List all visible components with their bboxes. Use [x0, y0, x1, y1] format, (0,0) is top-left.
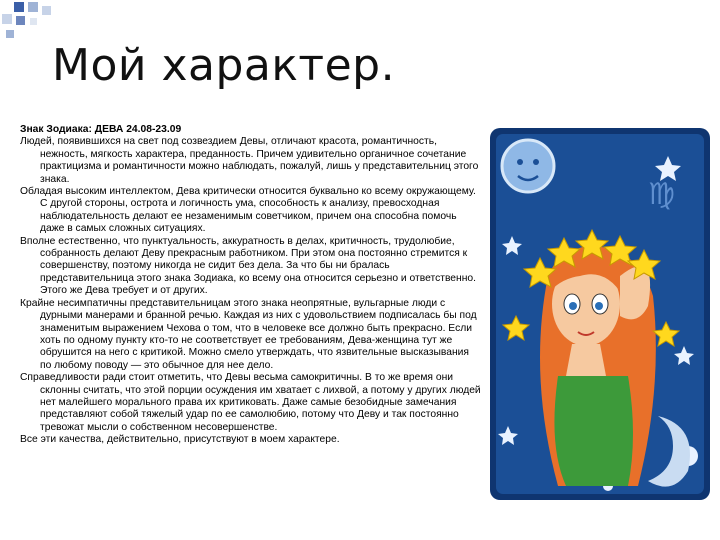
virgo-zodiac-girl-icon: [488, 126, 712, 502]
sun-face-icon: [502, 140, 554, 192]
paragraph: Людей, появившихся на свет под созвездием Девы, отличают красота, романтичность, нежность, мягкость характера, преданность. Причем удивительно органичное сочетание практицизма и романтичности можно наблюдать, пожалуй, лишь у представительниц этого знака.: [20, 136, 479, 185]
paragraph: Вполне естественно, что пунктуальность, аккуратность в делах, критичность, трудолюбие, собранность делают Деву прекрасным работником. При этом она постоянно стремится к совершенству, поэтому никогда не сидит без дела. За что бы ни бралась представительница этого знака Зодиака, ко всему она относится серьезно и ответственно. Этого же Дева требует и от других.: [20, 235, 476, 297]
paragraph: Все эти качества, действительно, присутствуют в моем характере.: [20, 434, 340, 446]
zodiac-heading: Знак Зодиака: ДЕВА 24.08-23.09: [20, 124, 182, 135]
corner-decoration: [0, 0, 60, 45]
paragraph: Справедливости ради стоит отметить, что Девы весьма самокритичны. В то же время они склонны считать, что этой порции осуждения им хватает с лихвой, а потому у других людей нет малейшего морального права их критиковать. Даже самые безобидные замечания представляют собой тяжелый удар по ее самолюбию, потому что Деву и так постоянно тревожат мысли о собственном несовершенстве.: [20, 372, 481, 433]
body-text: [20, 124, 482, 447]
svg-text:♍: ♍: [648, 177, 675, 212]
paragraph: Обладая высоким интеллектом, Дева критически относится буквально ко всему окружающему. С другой стороны, острота и логичность ума, способность к анализу, превосходная наблюдательность делают ее незаменимым советчиком, причем она способна помочь даже в самых сложных ситуациях.: [20, 186, 476, 235]
page-title: Мой характер.: [52, 40, 396, 91]
paragraph: Крайне несимпатичны представительницам этого знака неопрятные, вульгарные люди с дурными манерами и бранной речью. Каждая из них с удовольствием подписалась бы под знаменитым выражением Чехова о том, что в человеке все должно быть прекрасно. Если хоть по одному пункту кто-то не соответствует ее требованиям, Дева-женщина тут же обрушится на него с критикой. Можно смело утверждать, что язвительные высказывания по любому поводу — это обычное для нее дело.: [20, 297, 477, 371]
